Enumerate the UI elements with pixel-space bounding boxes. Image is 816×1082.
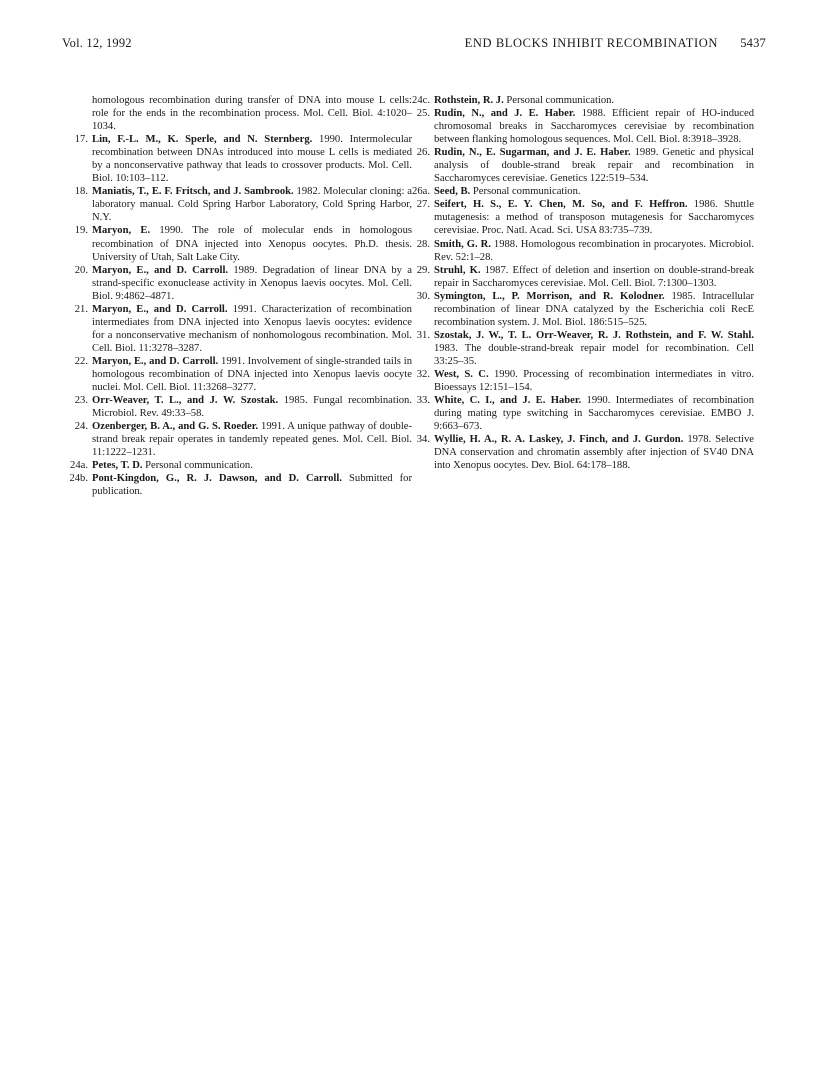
reference-entry (418, 264, 754, 290)
reference-authors: Wyllie, H. A., R. A. Laskey, J. Finch, and J. Gurdon. (434, 434, 684, 446)
reference-entry (69, 472, 412, 498)
reference-text: 1985. Intracellular recombination of linear DNA catalyzed by the Escherichia coli RecE recombination system. J. Mol. Biol. 186:515–525. (434, 290, 754, 328)
reference-text: Personal communication. (142, 460, 253, 472)
reference-authors: Symington, L., P. Morrison, and R. Kolodner. (434, 290, 665, 302)
reference-authors: West, S. C. (434, 368, 489, 380)
reference-entry (70, 459, 412, 472)
reference-number: 30. (416, 290, 430, 302)
reference-number: 26. (416, 147, 430, 159)
reference-entry (76, 133, 412, 185)
reference-text: 1990. The role of molecular ends in homologous recombination of DNA injected into Xenopus oocytes. Ph.D. thesis. University of Utah, Salt Lake City. (92, 225, 412, 263)
reference-entry (418, 290, 754, 329)
reference-authors: Rudin, N., and J. E. Haber. (434, 108, 576, 120)
running-title: END BLOCKS INHIBIT RECOMBINATION (464, 36, 718, 50)
reference-text: 1982. Molecular cloning: a laboratory manual. Cold Spring Harbor Laboratory, Cold Spring Harbor, N.Y. (92, 186, 412, 224)
reference-number: 19. (74, 225, 88, 237)
reference-number: 29. (416, 264, 430, 276)
reference-text: 1991. Involvement of single-stranded tails in homologous recombination of DNA injected into Xenopus laevis oocyte nuclei. Mol. Cell. Biol. 11:3268–3277. (92, 355, 412, 394)
reference-entry (76, 303, 412, 355)
reference-authors: Rothstein, R. J. (434, 95, 504, 106)
reference-entry (418, 238, 754, 264)
reference-text: Personal communication. (503, 95, 615, 106)
reference-entry (76, 394, 412, 420)
reference-number: 22. (74, 355, 88, 367)
reference-authors: Maryon, E., and D. Carroll. (92, 355, 219, 367)
reference-entry (418, 368, 754, 394)
reference-number: 24c. (412, 95, 430, 106)
reference-number: 28. (416, 238, 430, 250)
reference-number: 33. (416, 395, 430, 407)
reference-authors: Petes, T. D. (92, 460, 143, 472)
reference-number: 24a. (70, 460, 88, 472)
reference-entry (76, 94, 412, 133)
reference-authors: Pont-Kingdon, G., R. J. Dawson, and D. Carroll. (92, 473, 342, 485)
reference-number: 34. (416, 434, 430, 446)
reference-authors: Maryon, E., and D. Carroll. (92, 264, 229, 276)
reference-entry (412, 185, 754, 198)
references-right-column (412, 94, 755, 472)
reference-number: 24. (74, 421, 88, 433)
reference-entry (76, 420, 412, 459)
reference-text: 1987. Effect of deletion and insertion on double-strand-break repair in Saccharomyces cerevisiae. Mol. Cell. Biol. 7:1300–1303. (434, 264, 754, 289)
volume-label: Vol. 12, 1992 (62, 36, 132, 50)
reference-text: 1985. Fungal recombination. Microbiol. Rev. 49:33–58. (92, 395, 413, 420)
reference-text: 1989. Degradation of linear DNA by a strand-specific exonuclease activity in Xenopus laevis oocytes. Mol. Cell. Biol. 9:4862–4871. (92, 264, 412, 302)
reference-authors: Szostak, J. W., T. L. Orr-Weaver, R. J. Rothstein, and F. W. Stahl. (434, 329, 754, 341)
reference-authors: Maniatis, T., E. F. Fritsch, and J. Sambrook. (92, 186, 294, 198)
reference-authors: Maryon, E., and D. Carroll. (92, 303, 228, 315)
reference-number: 27. (416, 199, 430, 211)
reference-number: 26a. (412, 186, 430, 198)
reference-authors: Lin, F.-L. M., K. Sperle, and N. Sternberg. (92, 134, 313, 146)
reference-authors: Maryon, E. (92, 225, 151, 237)
reference-entry (418, 433, 754, 472)
reference-text: 1983. The double-strand-break repair model for recombination. Cell 33:25–35. (434, 342, 754, 367)
reference-entry (418, 329, 754, 368)
reference-entry (76, 224, 412, 263)
reference-number: 21. (74, 303, 88, 315)
reference-entry (76, 185, 412, 224)
reference-entry (412, 94, 754, 107)
reference-authors: Ozenberger, B. A., and G. S. Roeder. (92, 421, 259, 433)
reference-number: 25. (416, 108, 430, 120)
reference-authors: Smith, G. R. (434, 238, 491, 250)
reference-text: 1990. Intermediates of recombination during mating type switching in Saccharomyces cerevisiae. EMBO J. 9:663–673. (434, 395, 755, 433)
reference-text: 1990. Intermolecular recombination between DNAs introduced into mouse L cells is mediated by a nonconservative pathway that leads to crossover products. Mol. Cell. Biol. 10:103–112. (92, 134, 412, 185)
reference-authors: Struhl, K. (434, 264, 481, 276)
reference-text: 1988. Efficient repair of HO-induced chromosomal breaks in Saccharomyces cerevisiae by recombination between flanking homologous sequences. Mol. Cell. Biol. 8:3918–3928. (434, 108, 754, 146)
reference-entry (418, 146, 754, 185)
reference-text: 1989. Genetic and physical analysis of double-strand break repair and recombination in Saccharomyces cerevisiae. Genetics 122:519–534. (434, 147, 754, 185)
reference-entry (418, 198, 754, 237)
reference-number: 32. (416, 368, 430, 380)
reference-number: 18. (74, 186, 88, 198)
reference-authors: Orr-Weaver, T. L., and J. W. Szostak. (92, 395, 279, 407)
reference-number: 20. (74, 264, 88, 276)
reference-text: 1986. Shuttle mutagenesis: a method of transposon mutagenesis for Saccharomyces cerevisiae. Proc. Natl. Acad. Sci. USA 83:735–739. (434, 199, 754, 237)
reference-number: 31. (416, 329, 430, 341)
reference-text: Submitted for publication. (92, 473, 412, 498)
page-number: 5437 (740, 36, 766, 50)
reference-authors: Seifert, H. S., E. Y. Chen, M. So, and F. Heffron. (434, 199, 688, 211)
reference-entry (418, 394, 754, 433)
reference-text: 1991. Characterization of recombination intermediates from DNA injected into Xenopus laevis oocytes: evidence for a nonconservative mechanism of nonhomologous recombination. Mol. Cell. Biol. 11:3278–3287. (92, 303, 412, 354)
reference-entry (76, 355, 412, 394)
reference-text: homologous recombination during transfer of DNA into mouse L cells: role for the ends in the recombination process. Mol. Cell. Biol. 4:1020–1034. (92, 95, 412, 133)
reference-entry (418, 107, 754, 146)
page-header (62, 36, 766, 56)
reference-number: 24b. (69, 473, 88, 485)
references-left-column (69, 94, 413, 498)
reference-text: 1991. A unique pathway of double-strand break repair operates in tandemly repeated genes. Mol. Cell. Biol. 11:1222–1231. (92, 421, 412, 459)
reference-text: 1990. Processing of recombination intermediates in vitro. Bioessays 12:151–154. (434, 368, 754, 394)
reference-text: 1978. Selective DNA conservation and chromatin assembly after injection of SV40 DNA into Xenopus oocytes. Dev. Biol. 64:178–188. (434, 434, 754, 472)
reference-authors: Rudin, N., E. Sugarman, and J. E. Haber. (434, 147, 631, 159)
reference-entry (76, 264, 412, 303)
reference-text: 1988. Homologous recombination in procaryotes. Microbiol. Rev. 52:1–28. (434, 238, 754, 263)
reference-authors: Seed, B. (434, 186, 471, 198)
reference-number: 23. (74, 395, 88, 407)
reference-number: 17. (74, 134, 88, 146)
reference-authors: White, C. I., and J. E. Haber. (434, 395, 582, 407)
reference-text: Personal communication. (470, 186, 581, 198)
